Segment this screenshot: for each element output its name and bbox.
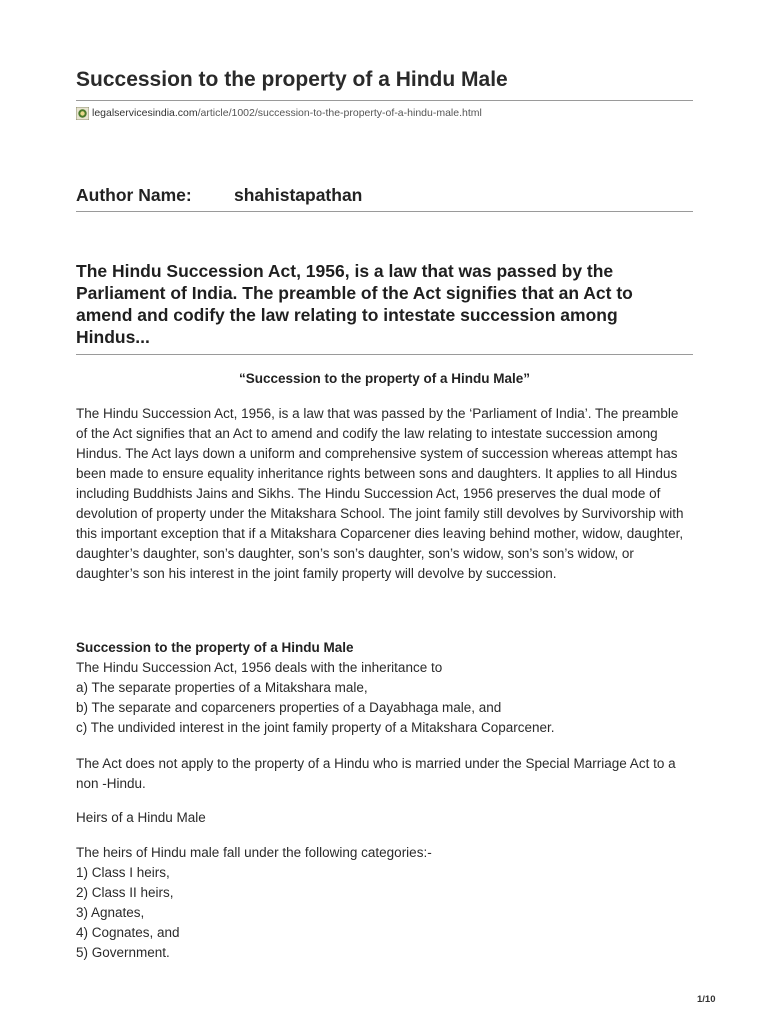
author-name: shahistapathan bbox=[234, 185, 363, 205]
list-item: 5) Government. bbox=[76, 945, 170, 960]
section-line: c) The undivided interest in the joint family property of a Mitakshara Coparcener. bbox=[76, 720, 555, 735]
author-line bbox=[76, 183, 362, 207]
paragraph-special-marriage: The Act does not apply to the property of a Hindu who is married under the Special Marriage Act to a non -Hindu. bbox=[76, 756, 676, 791]
heirs-list bbox=[76, 843, 693, 963]
author-divider bbox=[76, 211, 693, 212]
list-item: 4) Cognates, and bbox=[76, 925, 180, 940]
heirs-heading: Heirs of a Hindu Male bbox=[76, 810, 206, 825]
site-favicon-icon bbox=[76, 107, 89, 120]
list-item: 3) Agnates, bbox=[76, 905, 145, 920]
article-summary: The Hindu Succession Act, 1956, is a law that was passed by the Parliament of India. The preamble of the Act signifies that an Act to amend and codify the law relating to intestate succession among Hindus... bbox=[76, 261, 633, 347]
section-line: a) The separate properties of a Mitakshara male, bbox=[76, 680, 368, 695]
page-title: Succession to the property of a Hindu Male bbox=[76, 68, 508, 91]
list-item: 1) Class I heirs, bbox=[76, 865, 170, 880]
section-heading: Succession to the property of a Hindu Male bbox=[76, 640, 354, 655]
source-domain[interactable]: legalservicesindia.com bbox=[92, 107, 198, 119]
title-divider bbox=[76, 100, 693, 101]
page-number: 1/10 bbox=[697, 994, 716, 1005]
section-line: The Hindu Succession Act, 1956 deals with the inheritance to bbox=[76, 660, 443, 675]
list-item: 2) Class II heirs, bbox=[76, 885, 174, 900]
paragraph-intro: The Hindu Succession Act, 1956, is a law that was passed by the ‘Parliament of India’. The preamble of the Act signifies that an Act to amend and codify the law relating to intestate succession among Hindus. The Act lays down a uniform and comprehensive system of succession whereas attempt has been made to ensure equality inheritance rights between sons and daughters. It applies to all Hindus including Buddhists Jains and Sikhs. The Hindu Succession Act, 1956 preserves the dual mode of devolution of property under the Mitakshara School. The joint family still devolves by Survivorship with this important exception that if a Mitakshara Coparcener dies leaving behind mother, widow, daughter, daughter’s daughter, son’s daughter, son’s son’s daughter, son’s widow, son’s son’s widow, or daughter’s son his interest in the joint family property will devolve by succession. bbox=[76, 406, 684, 581]
section-line: b) The separate and coparceners properties of a Dayabhaga male, and bbox=[76, 700, 502, 715]
source-link[interactable] bbox=[76, 106, 482, 120]
heirs-intro: The heirs of Hindu male fall under the following categories:- bbox=[76, 845, 432, 860]
author-label: Author Name: bbox=[76, 185, 192, 205]
source-path[interactable]: /article/1002/succession-to-the-property-of-a-hindu-male.html bbox=[197, 107, 482, 119]
article-heading: “Succession to the property of a Hindu Male” bbox=[238, 371, 531, 386]
section-succession bbox=[76, 638, 693, 738]
summary-divider bbox=[76, 354, 693, 355]
